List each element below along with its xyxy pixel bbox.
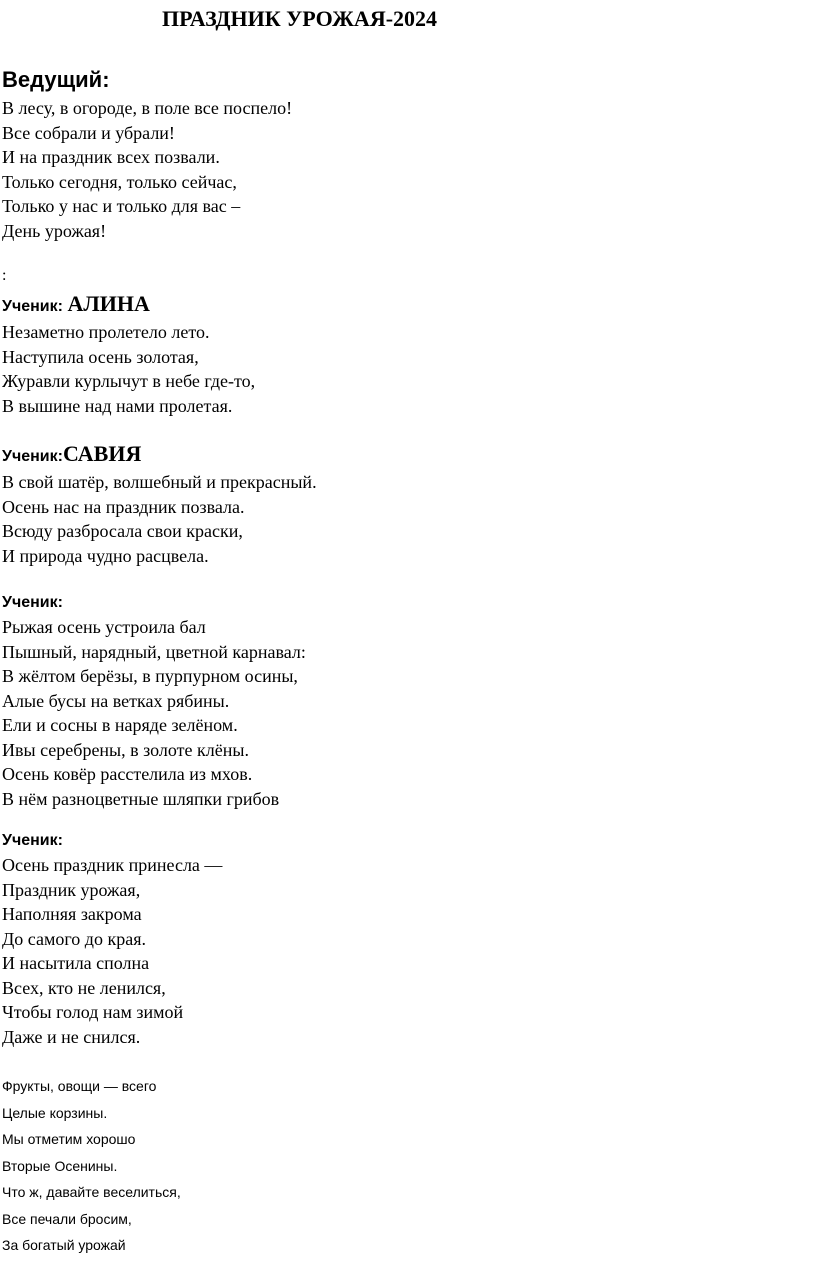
verse-line: Мы отметим хорошо xyxy=(2,1131,136,1147)
verse-line: Фрукты, овощи — всего xyxy=(2,1078,157,1094)
verse-line: Ивы серебрены, в золоте клёны. xyxy=(2,739,249,760)
verse-line: Незаметно пролетело лето. xyxy=(2,322,210,342)
student-4-label: Ученик: xyxy=(2,832,63,849)
student-3-label: Ученик: xyxy=(2,594,63,611)
separator: : xyxy=(2,267,7,284)
verse-line: Что ж, давайте веселиться, xyxy=(2,1184,181,1200)
student-3-verse xyxy=(2,615,306,811)
verse-line: День урожая! xyxy=(2,220,107,241)
verse-line: Ели и сосны в наряде зелёном. xyxy=(2,715,238,735)
student-4-verse xyxy=(2,853,222,1049)
verse-line: Журавли курлычут в небе где-то, xyxy=(2,371,256,391)
verse-line: За богатый урожай xyxy=(2,1237,126,1253)
verse-line: Наполняя закрома xyxy=(2,904,142,924)
page-title: ПРАЗДНИК УРОЖАЯ-2024 xyxy=(162,6,438,31)
verse-line: Всюду разбросала свои краски, xyxy=(2,521,243,541)
verse-line: И на праздник всех позвали. xyxy=(2,147,220,167)
student-saviya-label xyxy=(2,442,141,469)
student-alina-label xyxy=(2,292,150,319)
speaker-label: Ученик: xyxy=(2,448,63,465)
verse-line: В жёлтом берёзы, в пурпурном осины, xyxy=(2,666,298,686)
verse-line: В вышине над нами пролетая. xyxy=(2,395,233,416)
speaker-name: АЛИНА xyxy=(67,291,150,316)
verse-line: Только сегодня, только сейчас, xyxy=(2,171,237,192)
verse-line: Только у нас и только для вас – xyxy=(2,196,241,216)
verse-line: Рыжая осень устроила бал xyxy=(2,617,206,637)
verse-line: Алые бусы на ветках рябины. xyxy=(2,690,230,711)
verse-line: Целые корзины. xyxy=(2,1104,108,1121)
verse-line: Осень нас на праздник позвала. xyxy=(2,496,245,517)
verse-line: Все собрали и убрали! xyxy=(2,122,175,143)
verse-line: В лесу, в огороде, в поле все поспело! xyxy=(2,98,293,118)
verse-line: Чтобы голод нам зимой xyxy=(2,1002,184,1022)
verse-line: И природа чудно расцвела. xyxy=(2,545,209,566)
host-section xyxy=(2,66,110,94)
student-alina-verse xyxy=(2,320,255,418)
host-verse xyxy=(2,96,292,243)
verse-line: Праздник урожая, xyxy=(2,879,141,900)
verse-line: В нём разноцветные шляпки грибов xyxy=(2,788,280,809)
verse-line: Даже и не снился. xyxy=(2,1026,141,1047)
verse-line: И насытила сполна xyxy=(2,953,150,973)
verse-line: Вторые Осенины. xyxy=(2,1157,118,1174)
closing-verse xyxy=(2,1073,181,1259)
verse-line: Всех, кто не ленился, xyxy=(2,977,166,998)
student-saviya-verse xyxy=(2,470,317,568)
verse-line: Осень праздник принесла — xyxy=(2,855,223,875)
verse-line: Все печали бросим, xyxy=(2,1210,132,1227)
verse-line: Осень ковёр расстелила из мхов. xyxy=(2,764,253,784)
verse-line: В свой шатёр, волшебный и прекрасный. xyxy=(2,472,317,492)
verse-line: Пышный, нарядный, цветной карнавал: xyxy=(2,641,306,662)
speaker-name: САВИЯ xyxy=(62,441,142,466)
verse-line: Наступила осень золотая, xyxy=(2,346,199,367)
speaker-label: Ученик: xyxy=(2,298,63,315)
host-label: Ведущий: xyxy=(2,67,110,92)
verse-line: До самого до края. xyxy=(2,928,146,949)
